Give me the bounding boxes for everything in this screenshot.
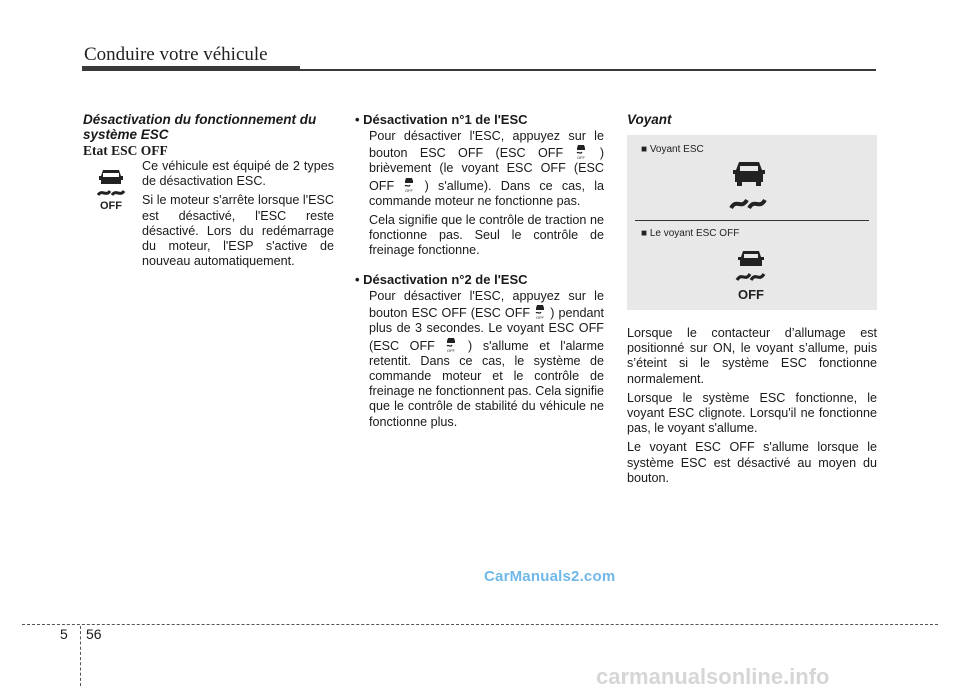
bullet-1-title-text: Désactivation n°1 de l'ESC (363, 112, 528, 127)
header-rule-thin (300, 69, 876, 71)
svg-text:OFF: OFF (577, 155, 586, 161)
label-esc-off-indicator: ■ Le voyant ESC OFF (641, 228, 740, 239)
col3-para-3: Le voyant ESC OFF s'allume lorsque le système ESC est désactivé au moyen du bouton. (627, 440, 877, 485)
site-watermark: carmanualsonline.info (596, 664, 830, 689)
bullet-1-text-c: ) s'allume). Dans ce cas, la commande moteur ne fonctionne pas. (369, 178, 604, 208)
col1-para-2: Si le moteur s'arrête lorsque l'ESC est désactivé, l'ESC reste désactivé. Lors du redémarrage du moteur, l'ESP s'active de nouveau automatiquement. (142, 193, 334, 269)
page-header-title: Conduire votre véhicule (84, 44, 268, 65)
col3-body (627, 326, 877, 490)
esc-off-inline-icon (534, 304, 546, 320)
label-esc-indicator: ■ Voyant ESC (641, 144, 704, 155)
esc-off-indicator-icon (733, 250, 769, 302)
footer-dashed-rule (22, 624, 938, 625)
col1-para-1: Ce véhicule est équipé de 2 types de désactivation ESC. (142, 159, 334, 189)
page-chapter-number: 5 (60, 626, 68, 642)
bullet-1-text-a: Pour désactiver l'ESC, appuyez sur le bouton ESC OFF (ESC OFF (369, 129, 604, 161)
bullet-2-text-a: Pour désactiver l'ESC, appuyez sur le bouton ESC OFF (ESC OFF (369, 289, 604, 321)
section-heading-esc-deactivation: Désactivation du fonctionnement du système ESC (83, 112, 317, 142)
bullet-1-body (369, 129, 604, 263)
bullet-2-title: • Désactivation n°2 de l'ESC (355, 272, 528, 287)
bullet-2-text-c: ) s'allume et l'alarme retentit. Dans ce cas, le système de commande moteur et le contrôle de freinage ne fonctionnent pas. Cela signifie que le contrôle de stabilité du véhicule ne fonctionne plus. (369, 338, 604, 429)
col3-para-1: Lorsque le contacteur d’allumage est positionné sur ON, le voyant s’allume, puis s’éteint si le système ESC fonctionne normalement. (627, 326, 877, 386)
svg-text:OFF: OFF (536, 315, 545, 321)
bullet-1-para-2: Cela signifie que le contrôle de traction ne fonctionne pas. Seul le contrôle de freinage fonctionne. (369, 213, 604, 258)
box-divider (635, 220, 869, 221)
esc-indicator-icon (727, 160, 771, 212)
footer-vertical-dash (80, 626, 81, 686)
esc-off-inline-icon (575, 144, 587, 160)
bullet-2-text-b: ) pendant plus de 3 secondes. Le voyant ESC OFF (ESC OFF (369, 306, 604, 353)
esc-off-icon-text: OFF (100, 200, 122, 212)
section-heading-voyant: Voyant (627, 112, 672, 127)
bullet-1-text-b: ) brièvement (le voyant ESC OFF (ESC OFF (369, 146, 605, 193)
esc-off-button-icon (86, 164, 136, 212)
header-rule-thick (82, 66, 300, 71)
carmanuals-watermark: CarManuals2.com (484, 568, 616, 585)
svg-text:OFF: OFF (447, 347, 456, 353)
bullet-2-title-text: Désactivation n°2 de l'ESC (363, 272, 528, 287)
bullet-2-body (369, 289, 604, 434)
svg-text:OFF: OFF (405, 187, 414, 193)
page-number: 56 (86, 626, 102, 642)
esc-off-inline-icon (445, 337, 457, 353)
bullet-1-title: • Désactivation n°1 de l'ESC (355, 112, 528, 127)
esc-off-indicator-text: OFF (738, 287, 764, 302)
esc-off-inline-icon (403, 177, 415, 193)
subheading-esc-off-state: Etat ESC OFF (83, 143, 168, 158)
col3-para-2: Lorsque le système ESC fonctionne, le voyant ESC clignote. Lorsqu'il ne fonctionne pas, le voyant s'allume. (627, 390, 877, 436)
col1-body (142, 159, 334, 273)
